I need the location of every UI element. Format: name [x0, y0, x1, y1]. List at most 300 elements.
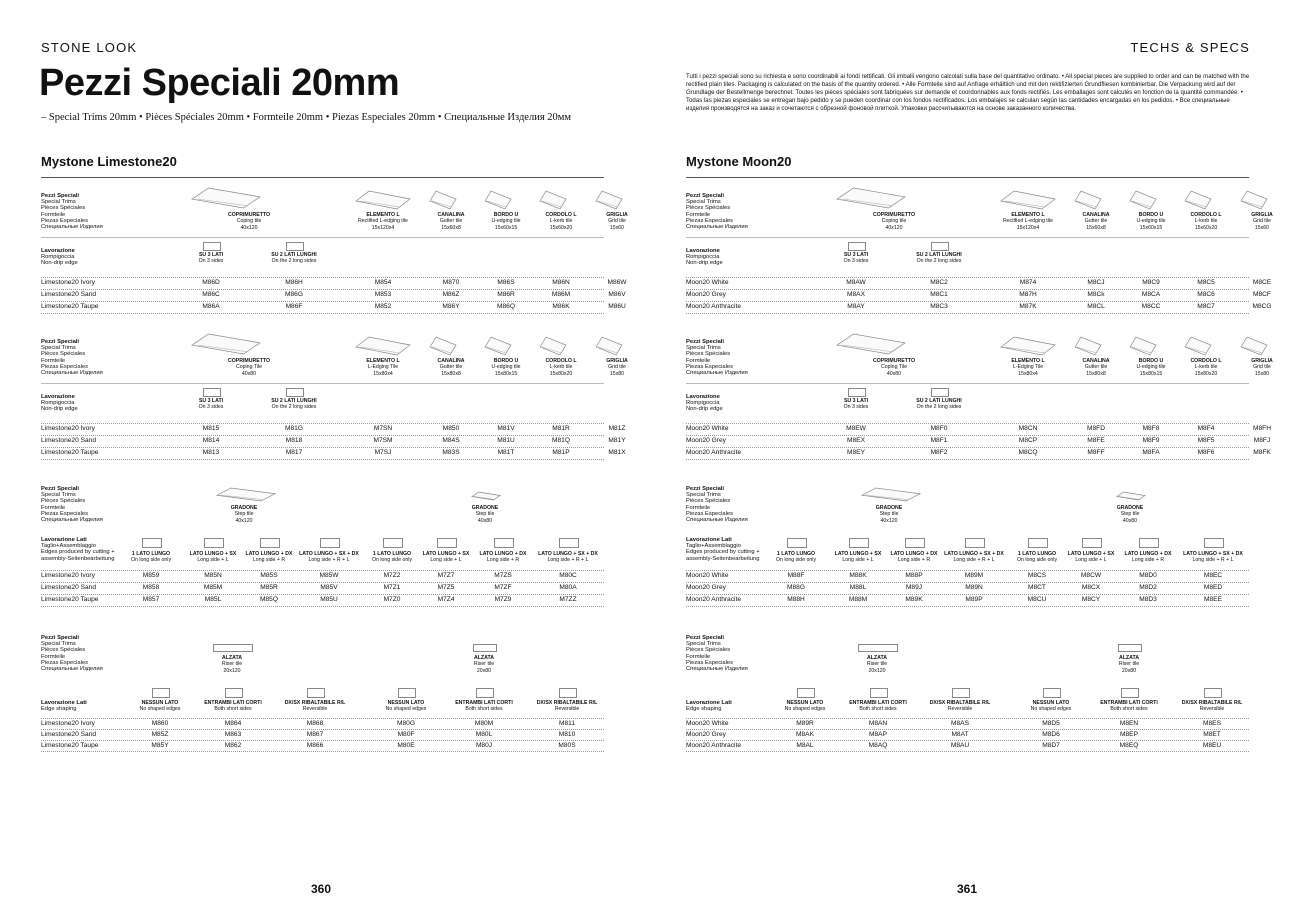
code-cell: M8EP: [1120, 731, 1138, 738]
piece-label-line: Piezas Especiales: [686, 510, 734, 517]
code-cell: M815: [202, 425, 220, 432]
trim-caption-l2: 15x60x8: [1086, 224, 1106, 231]
piece-label-line: Piezas Especiales: [686, 363, 734, 370]
code-cell: M8CL: [1087, 303, 1105, 310]
trim-tile-icon: [1074, 190, 1102, 210]
code-cell: M86A: [202, 303, 220, 310]
trim-caption: [209, 358, 289, 377]
code-cell: M8EY: [847, 449, 865, 456]
lavorazione-label: [686, 248, 776, 267]
piece-label-line: Специальные Изделия: [686, 370, 748, 377]
code-cell: M8CF: [1253, 291, 1271, 298]
code-cell: M860: [151, 720, 169, 727]
lavorazione-lati-label-line: Edge shaping: [41, 706, 77, 713]
trim-caption-l1: Coping Tile: [236, 364, 262, 371]
code-cell: M854: [374, 279, 392, 286]
code-cell: M862: [224, 742, 242, 749]
piece-label-line: Pezzi Speciali: [41, 193, 80, 199]
trim-caption-title: GRIGLIA: [606, 212, 628, 218]
trim-caption-l2: 15x60x20: [1194, 224, 1218, 231]
code-cell: M86V: [608, 291, 626, 298]
piece-label-line: Formteile: [686, 357, 711, 364]
code-cell: M7ZF: [494, 584, 512, 591]
lavorazione-lati-label-line: assembly-Seitenbearbeitung: [686, 555, 760, 562]
nondrip-caption: [171, 252, 251, 265]
code-cell: M86M: [551, 291, 571, 298]
code-cell: M811: [558, 720, 575, 727]
trim-caption: [854, 212, 934, 231]
trim-caption-title: GRIGLIA: [1251, 358, 1273, 364]
row-label: Moon20 Anthracite: [686, 449, 741, 456]
nondrip-caption-l1: On the 2 long sides: [916, 258, 962, 265]
code-cell: M7Z7: [437, 572, 455, 579]
piece-label-line: Специальные Изделия: [686, 517, 748, 524]
riser-caption: [1089, 655, 1169, 674]
trim-caption-title: GRIGLIA: [1251, 212, 1273, 218]
riser-table-block: [41, 622, 604, 752]
trim-caption: [1222, 358, 1291, 377]
page-subtitle: – Special Trims 20mm • Pièces Spéciales 20mm • Formteile 20mm • Piezas Especiales 20mm • Специальные Изделия 20мм: [41, 112, 572, 123]
code-cell: M81Z: [608, 425, 626, 432]
lavorazione-label-line: Rompigoccia: [41, 254, 75, 261]
trim-caption-title: COPRIMURETTO: [228, 212, 270, 218]
piece-label: [686, 193, 776, 230]
trim-table-block: [41, 181, 628, 311]
trim-tile-icon: [595, 336, 623, 356]
piece-label-line: Специальные Изделия: [686, 224, 748, 231]
edge-caption: [273, 700, 357, 713]
nondrip-caption-l1: On the 2 long sides: [271, 258, 317, 265]
riser-table-block: [686, 622, 1249, 752]
riser-caption-l2: 20x80: [476, 667, 492, 674]
code-cell: M7Z5: [437, 584, 455, 591]
code-cell: M85Z: [151, 731, 169, 738]
piece-label-line: Special Trims: [686, 641, 721, 648]
trim-caption-title: BORDO U: [493, 212, 519, 218]
trim-caption-l2: 15x80x8: [441, 370, 461, 377]
edge-caption-l1: Reversible: [1199, 706, 1225, 713]
edge-caption-l1: Long side + R + L: [953, 557, 995, 564]
edge-caption: [763, 700, 847, 713]
code-cell: M81Q: [552, 437, 570, 444]
row-label: Limestone20 Taupe: [41, 742, 99, 749]
piece-label-line: Piezas Especiales: [686, 659, 734, 666]
edge-caption-l1: Both short sides: [859, 706, 897, 713]
coping-tile-icon: [191, 187, 261, 209]
trim-tile-icon: [1129, 190, 1157, 210]
code-cell: M8EC: [1203, 572, 1223, 579]
coping-tile-icon: [836, 187, 906, 209]
edge-caption: [918, 700, 1002, 713]
edge-caption-title: NESSUN LATO: [786, 700, 824, 706]
code-cell: M8CX: [1081, 584, 1101, 591]
code-cell: M8AL: [796, 742, 814, 749]
trim-caption-title: ELEMENTO L: [366, 358, 400, 364]
code-cell: M7Z2: [383, 572, 401, 579]
trim-caption-l1: U-edging tile: [491, 218, 521, 225]
code-cell: M7Z9: [494, 596, 512, 603]
edge-caption-l1: Long side + L: [430, 557, 462, 564]
row-label: Limestone20 Ivory: [41, 720, 95, 727]
code-cell: M8ES: [1203, 720, 1221, 727]
edge-caption-title: LATO LUNGO + DX: [479, 551, 527, 557]
row-separator: [41, 606, 604, 607]
code-cell: M8D5: [1042, 720, 1060, 727]
trim-tile-icon: [1184, 336, 1212, 356]
code-cell: M8AQ: [868, 742, 888, 749]
nondrip-caption-title: SU 3 LATI: [198, 398, 224, 404]
code-cell: M88L: [849, 584, 867, 591]
piece-label-line: Special Trims: [686, 199, 721, 206]
row-label: Limestone20 Ivory: [41, 425, 95, 432]
edge-icon: [307, 688, 325, 698]
row-label: Moon20 Grey: [686, 584, 726, 591]
piece-label-line: Special Trims: [686, 492, 721, 499]
nondrip-caption-title: SU 2 LATI LUNGHI: [271, 398, 317, 404]
code-cell: M8F2: [930, 449, 948, 456]
edge-icon: [848, 388, 866, 397]
left-page-header: STONE LOOK: [41, 40, 138, 55]
trim-caption: [854, 358, 934, 377]
lavorazione-label: [686, 394, 776, 413]
step-caption-l2: 40x80: [477, 517, 493, 524]
code-cell: M88H: [787, 596, 805, 603]
code-cell: M8AS: [951, 720, 969, 727]
edge-caption-title: LATO LUNGO + SX + DX: [1183, 551, 1243, 557]
riser-caption-l1: Riser tile: [221, 661, 243, 668]
caption-separator: [686, 237, 1249, 238]
edge-caption-l1: Both short sides: [1110, 706, 1148, 713]
edge-caption-l1: No shaped edges: [139, 706, 181, 713]
trim-caption-l2: 15x80: [1254, 370, 1270, 377]
piece-label-line: Formteile: [41, 211, 66, 218]
code-cell: M8CP: [1018, 437, 1038, 444]
lavorazione-label-line: Lavorazione: [686, 248, 720, 254]
row-separator: [686, 751, 1249, 752]
edge-caption-title: ENTRAMBI LATI CORTI: [849, 700, 907, 706]
edge-caption-title: NESSUN LATO: [141, 700, 179, 706]
coping-tile-icon: [836, 333, 906, 355]
code-cell: M8EX: [847, 437, 865, 444]
lavorazione-lati-label-line: Taglio+Assemblaggio: [41, 543, 96, 550]
step-caption-title: GRADONE: [1116, 505, 1144, 511]
piece-label-line: Специальные Изделия: [41, 666, 103, 673]
lavorazione-lati-label-line: Lavorazione Lati: [41, 537, 87, 543]
edge-caption-title: LATO LUNGO + SX + DX: [944, 551, 1004, 557]
code-cell: M810: [558, 731, 576, 738]
riser-caption: [444, 655, 524, 674]
code-cell: M7Z4: [437, 596, 455, 603]
code-cell: M8ED: [1203, 584, 1223, 591]
edge-icon: [398, 688, 416, 698]
step-caption-l2: 40x120: [880, 517, 898, 524]
nondrip-caption: [899, 398, 979, 411]
edge-icon: [260, 538, 280, 548]
code-cell: M89M: [964, 572, 984, 579]
code-cell: M8FE: [1087, 437, 1105, 444]
row-label: Moon20 Grey: [686, 437, 726, 444]
trim-caption-title: ELEMENTO L: [1011, 358, 1045, 364]
trim-caption-l1: L-kerb tile: [1194, 218, 1218, 225]
row-label: Limestone20 Ivory: [41, 572, 95, 579]
piece-label: [41, 635, 131, 672]
edge-caption-title: LATO LUNGO + DX: [890, 551, 938, 557]
code-cell: M80G: [397, 720, 415, 727]
edge-caption-l1: Reversible: [302, 706, 328, 713]
code-cell: M870: [442, 279, 460, 286]
edge-caption-title: LATO LUNGO + DX: [1124, 551, 1172, 557]
edge-caption-title: DX/SX RIBALTABILE R/L: [1181, 700, 1243, 706]
step-caption: [445, 505, 525, 524]
trim-caption-l2: 15x80x4: [1018, 370, 1038, 377]
step-caption-title: GRADONE: [875, 505, 903, 511]
riser-tile-icon: [1118, 644, 1142, 652]
code-cell: M87H: [1019, 291, 1037, 298]
trim-caption-title: COPRIMURETTO: [228, 358, 270, 364]
edge-icon: [905, 538, 925, 548]
piece-label-line: Piezas Especiales: [41, 510, 89, 517]
nondrip-caption-title: SU 2 LATI LUNGHI: [916, 398, 962, 404]
code-cell: M8C7: [1197, 303, 1215, 310]
edge-caption: [1173, 551, 1253, 564]
trim-tile-icon: [595, 190, 623, 210]
trim-table-block: [686, 327, 1273, 457]
piece-label-line: Piezas Especiales: [686, 217, 734, 224]
piece-label-line: Pezzi Speciali: [41, 635, 80, 641]
code-cell: M8D6: [1042, 731, 1060, 738]
code-cell: M80E: [397, 742, 415, 749]
code-cell: M874: [1019, 279, 1037, 286]
step-table-block: [686, 474, 1249, 604]
piece-label-line: Formteile: [686, 504, 711, 511]
code-cell: M867: [306, 731, 324, 738]
right-page-header: TECHS & SPECS: [1130, 40, 1250, 55]
piece-label-line: Специальные Изделия: [41, 370, 103, 377]
code-cell: M852: [374, 303, 392, 310]
edge-icon: [965, 538, 985, 548]
edge-caption-l1: Long side + R + L: [308, 557, 350, 564]
trim-tile-icon: [355, 336, 411, 356]
edge-caption-l1: Long side + R: [897, 557, 931, 564]
step-tile-icon: [471, 491, 501, 501]
edge-caption: [1009, 700, 1093, 713]
code-cell: M813: [202, 449, 220, 456]
trim-caption-l1: L-Edging Tile: [1012, 364, 1044, 371]
trim-caption-l2: 15x80: [609, 370, 625, 377]
edge-caption-title: DX/SX RIBALTABILE R/L: [536, 700, 598, 706]
nondrip-caption-title: SU 3 LATI: [843, 398, 869, 404]
code-cell: M7ZZ: [559, 596, 577, 603]
code-cell: M8C3: [930, 303, 948, 310]
trim-caption-title: BORDO U: [493, 358, 519, 364]
piece-label-line: Special Trims: [686, 345, 721, 352]
trim-caption-l2: 15x60x20: [549, 224, 573, 231]
riser-tile-icon: [858, 644, 898, 652]
code-cell: M8CC: [1141, 303, 1161, 310]
lavorazione-label-line: Rompigoccia: [686, 400, 720, 407]
code-cell: M866: [306, 742, 324, 749]
code-cell: M86G: [285, 291, 303, 298]
nondrip-caption-l1: On the 2 long sides: [916, 404, 962, 411]
lavorazione-lati-label-line: Taglio+Assemblaggio: [686, 543, 741, 550]
edge-icon: [142, 538, 162, 548]
code-cell: M818: [285, 437, 303, 444]
row-label: Limestone20 Sand: [41, 584, 96, 591]
edge-icon: [494, 538, 514, 548]
code-cell: M80L: [475, 731, 493, 738]
row-label: Limestone20 Ivory: [41, 279, 95, 286]
trim-caption-l2: 40x80: [886, 370, 902, 377]
piece-label-line: Pièces Spéciales: [686, 498, 731, 505]
code-cell: M7SN: [373, 425, 393, 432]
code-cell: M8C2: [930, 279, 948, 286]
code-cell: M84S: [442, 437, 460, 444]
code-cell: M8CS: [1027, 572, 1047, 579]
row-label: Moon20 Grey: [686, 731, 726, 738]
step-caption-title: GRADONE: [471, 505, 499, 511]
code-cell: M81T: [497, 449, 515, 456]
trim-caption-title: CANALINA: [1082, 358, 1110, 364]
code-cell: M8CJ: [1087, 279, 1105, 286]
piece-label-line: Formteile: [686, 653, 711, 660]
riser-caption-l1: Riser tile: [866, 661, 888, 668]
edge-caption: [118, 700, 202, 713]
trim-caption-l2: 15x60x15: [494, 224, 518, 231]
code-cell: M81U: [497, 437, 515, 444]
trim-tile-icon: [1074, 336, 1102, 356]
edge-caption-title: ENTRAMBI LATI CORTI: [204, 700, 262, 706]
trim-caption: [209, 212, 289, 231]
lavorazione-lati-label-line: Lavorazione Lati: [686, 537, 732, 543]
code-cell: M8EN: [1119, 720, 1139, 727]
edge-caption-l1: Long side + R + L: [1192, 557, 1234, 564]
code-cell: M8AP: [869, 731, 887, 738]
code-cell: M7SJ: [374, 449, 392, 456]
edge-icon: [559, 538, 579, 548]
edge-caption-l1: On long side only: [775, 557, 817, 564]
trim-caption-title: CANALINA: [437, 212, 465, 218]
trim-caption-l1: U-edging tile: [1136, 364, 1166, 371]
edge-caption-l1: No shaped edges: [784, 706, 826, 713]
intro-paragraph: Tutti i pezzi speciali sono su richiesta e sono coordinabili ai fondi rettificati. Gli imballi vengono calcolati sulla base del quantitativo ordinato. • All special pieces are supplied to order and can be matched with the rectified plain tiles. Packaging is calculated on the basis of the quantity ordered. • Alle Formteile sind auf Anfrage erhältlich und mit den rektifizierten Grundfliesen kombinierbar. Die Verpackung wird auf der Grundlage der Bestellmenge berechnet. Toutes les pièces spéciales sont fabriquées sur demande et coordonnables aux fonds rectifiés. Les emballages sont calculés en fonction de la quantité commandée. • Todas las piezas especiales se entregan bajo pedido y se pueden coordinar con los fondos rectificados. Los embalajes se calculan según las cantidades encargadas en los pedidos. • Все специальные изделия производятся на заказ и сочетаются с обрезной фоновой плиткой. Упаковки рассчитываются на основе заказанного количества.: [686, 73, 1250, 113]
code-cell: M86Z: [442, 291, 460, 298]
trim-caption-l1: L-kerb tile: [549, 364, 573, 371]
edge-caption-title: DX/SX RIBALTABILE R/L: [284, 700, 346, 706]
edge-caption-title: LATO LUNGO + SX: [422, 551, 470, 557]
piece-label-line: Pièces Spéciales: [41, 647, 86, 654]
trim-caption-title: ELEMENTO L: [366, 212, 400, 218]
row-label: Limestone20 Sand: [41, 291, 96, 298]
coping-tile-icon: [191, 333, 261, 355]
code-cell: M8AY: [847, 303, 865, 310]
edge-caption-title: 1 LATO LUNGO: [776, 551, 816, 557]
trim-caption-l1: Gutter tile: [1084, 218, 1108, 225]
code-cell: M8AU: [950, 742, 970, 749]
code-cell: M87K: [1019, 303, 1037, 310]
caption-separator: [41, 383, 604, 384]
edge-icon: [383, 538, 403, 548]
row-label: Moon20 Anthracite: [686, 303, 741, 310]
code-cell: M80A: [559, 584, 577, 591]
lavorazione-label: [41, 248, 131, 267]
piece-label-line: Специальные Изделия: [686, 666, 748, 673]
code-cell: M89N: [965, 584, 983, 591]
edge-caption-l1: Long side + R: [486, 557, 520, 564]
code-cell: M858: [142, 584, 160, 591]
code-cell: M8AT: [951, 731, 969, 738]
riser-caption-title: ALZATA: [867, 655, 887, 661]
row-label: Limestone20 Taupe: [41, 303, 99, 310]
code-cell: M81V: [497, 425, 515, 432]
trim-tile-icon: [539, 190, 567, 210]
code-cell: M86S: [497, 279, 515, 286]
trim-tile-icon: [1129, 336, 1157, 356]
step-caption-l2: 40x80: [1122, 517, 1138, 524]
trim-caption-title: CORDOLO L: [1190, 358, 1222, 364]
trim-caption-l2: 15x60: [609, 224, 625, 231]
nondrip-caption: [816, 398, 896, 411]
trim-caption-title: CORDOLO L: [1190, 212, 1222, 218]
step-caption-l1: Step tile: [475, 511, 495, 518]
piece-label-line: Pezzi Speciali: [686, 635, 725, 641]
lavorazione-lati-label-line: Edge shaping: [686, 706, 722, 713]
code-cell: M86K: [552, 303, 570, 310]
code-cell: M88M: [848, 596, 868, 603]
code-cell: M7Z1: [383, 584, 401, 591]
piece-label: [686, 635, 776, 672]
riser-tile-icon: [213, 644, 253, 652]
code-cell: M8F0: [930, 425, 948, 432]
code-cell: M8CY: [1081, 596, 1101, 603]
step-caption: [1090, 505, 1170, 524]
row-separator: [686, 459, 1249, 460]
edge-icon: [559, 688, 577, 698]
code-cell: M8FF: [1087, 449, 1105, 456]
trim-caption-l1: Rectified L-edging tile: [358, 218, 408, 225]
code-cell: M88G: [787, 584, 805, 591]
trim-tile-icon: [355, 190, 411, 210]
code-cell: M8AK: [796, 731, 814, 738]
edge-icon: [931, 388, 949, 397]
piece-label: [41, 193, 131, 230]
trim-tile-icon: [1240, 336, 1268, 356]
code-cell: M8CT: [1028, 584, 1046, 591]
trim-caption-l2: 15x80x20: [1194, 370, 1218, 377]
edge-caption-l1: Long side + R + L: [547, 557, 589, 564]
code-cell: M8F4: [1197, 425, 1215, 432]
lavorazione-label-line: Lavorazione: [41, 248, 75, 254]
code-cell: M8CN: [1018, 425, 1038, 432]
row-label: Moon20 Anthracite: [686, 596, 741, 603]
section-title-moon: Mystone Moon20: [686, 154, 792, 169]
code-cell: M857: [142, 596, 160, 603]
edge-icon: [848, 242, 866, 251]
code-cell: M85Q: [260, 596, 278, 603]
nondrip-caption-title: SU 2 LATI LUNGHI: [916, 252, 962, 258]
trim-caption-l1: Coping Tile: [881, 364, 907, 371]
caption-separator: [686, 383, 1249, 384]
edge-caption: [191, 700, 275, 713]
row-label: Moon20 Grey: [686, 291, 726, 298]
piece-label: [41, 486, 131, 523]
edge-caption: [442, 700, 526, 713]
piece-label-line: Pièces Spéciales: [41, 351, 86, 358]
trim-caption-l1: Gutter tile: [439, 364, 463, 371]
step-tile-icon: [1116, 491, 1146, 501]
code-cell: M85V: [320, 584, 338, 591]
edge-icon: [204, 538, 224, 548]
code-cell: M8CG: [1252, 303, 1272, 310]
